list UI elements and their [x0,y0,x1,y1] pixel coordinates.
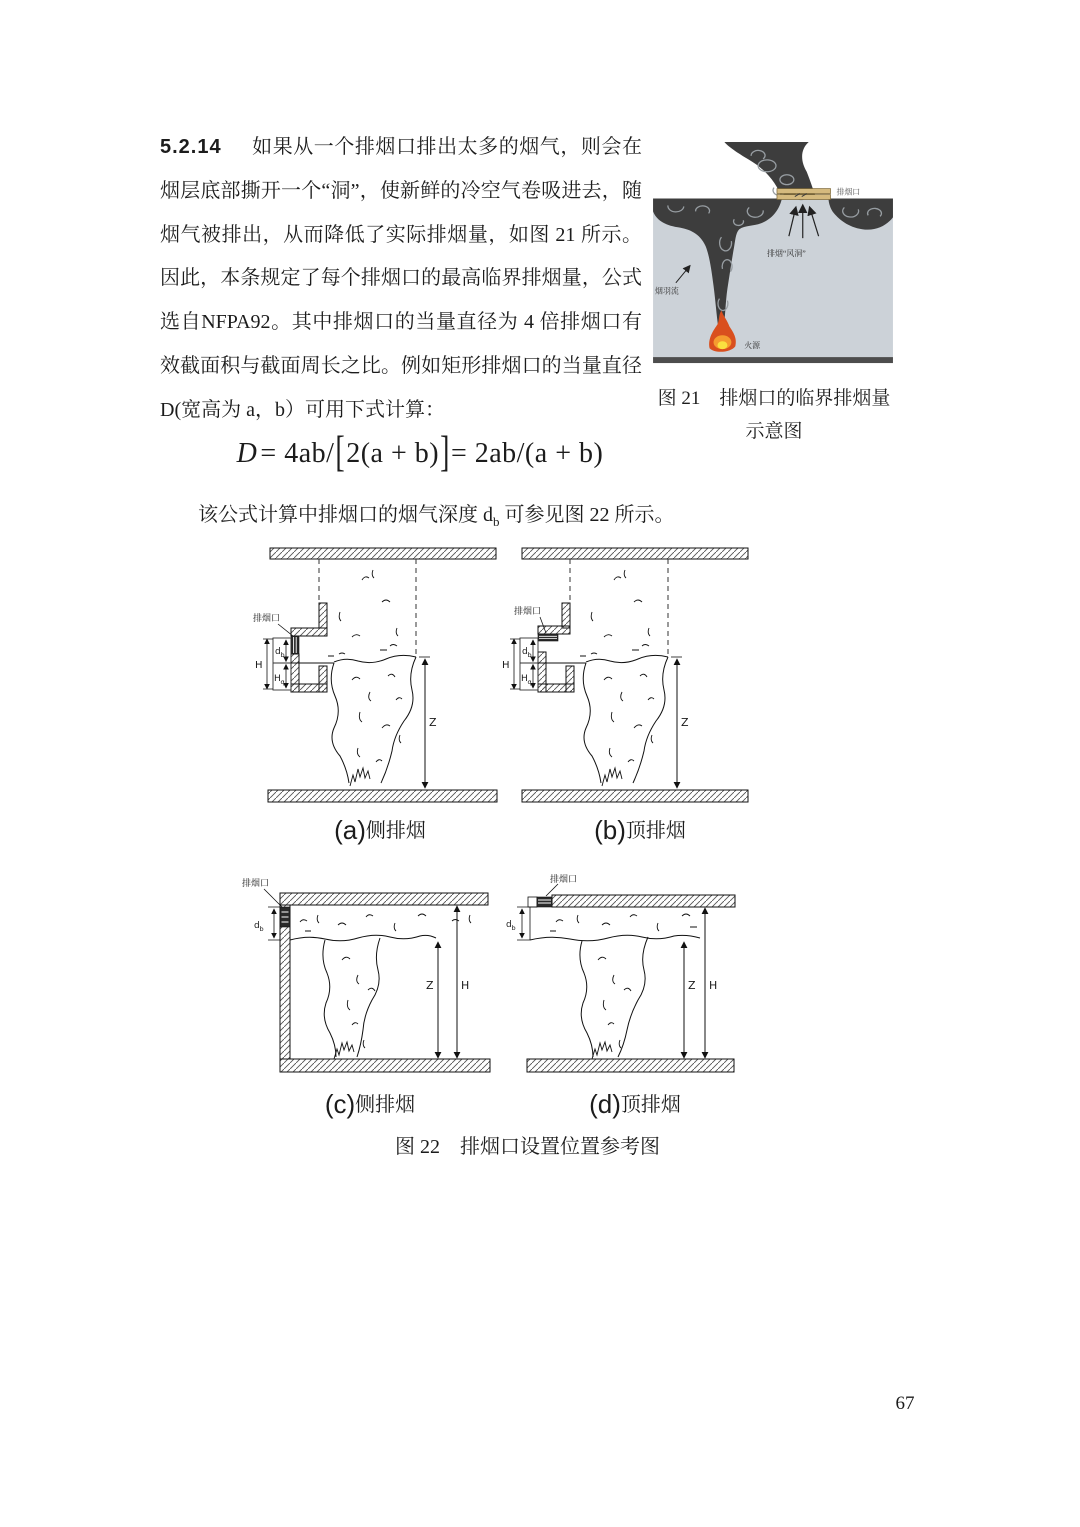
fire-label: 火源 [744,341,761,351]
ceiling-slab [552,895,735,907]
vent-frame [528,897,537,907]
duct-right-stub [566,666,574,692]
paragraph2-suffix: 可参见图 22 所示。 [499,504,675,526]
smoke-interface-wavy [290,935,436,941]
figure-22a-side-exhaust-diagram [240,540,520,810]
smoke-plume [580,570,668,786]
db-label: d [522,647,528,657]
z-label: Z [681,716,689,729]
h-label: H [709,979,718,992]
duct-right-stub [319,666,327,692]
formula-eq2: = 2ab/(a + b) [450,438,604,469]
caption-text: 顶排烟 [620,1094,681,1116]
caption-text: 侧排烟 [365,820,426,842]
formula-inner: 2(a + b) [346,438,440,469]
h-label: H [255,660,263,671]
figure-22d-top-exhaust-diagram [490,865,780,1080]
hq-label-sub: q [280,678,285,686]
figure-22c-caption [230,1088,510,1120]
figure-21-image [650,142,898,370]
figure-22b-caption [500,814,780,846]
fire-source [334,1042,354,1059]
figure-21-caption-line2: 示意图 [745,421,803,442]
vent-label: 排烟口 [242,879,270,889]
ceiling-projection-lines [319,559,416,655]
smoke-interface-wavy [530,935,700,941]
formula-open-bracket: [ [335,428,346,477]
figure-22c-side-exhaust-diagram [230,865,510,1080]
h-dimension-ticks [263,639,273,689]
equivalent-diameter-formula [170,428,670,477]
caption-text: 侧排烟 [355,1094,416,1116]
formula-lhs: D [236,438,258,469]
vent-label: 排烟口 [253,614,281,624]
caption-text: 顶排烟 [625,820,686,842]
db-label-sub: b [280,651,285,659]
ceiling-slab [522,548,748,559]
h-label: H [461,979,470,992]
db-label-sub: b [511,924,516,932]
hq-label-sub: q [527,678,532,686]
floor-slab [527,1059,734,1072]
page-number: 67 [895,1393,915,1414]
floor-slab [268,790,497,802]
smoke-interface-wavy [334,655,416,662]
top-vent-slats [537,897,552,907]
h-dimension-ticks [510,639,520,689]
figure-22b-top-exhaust-diagram [500,540,780,810]
db-label-sub: b [527,651,532,659]
db-label-sub: b [259,925,264,933]
duct-upper-arm [291,628,327,636]
floor-slab [522,790,748,802]
floor-slab [280,1059,490,1072]
hq-label: H [274,674,281,684]
smoke-interface-wavy [586,655,668,662]
left-wall [280,905,290,1059]
db-label: d [275,647,281,657]
db-ticks [517,907,537,940]
paragraph-5-2-14 [160,126,642,433]
caption-key: (d) [589,1089,621,1119]
formula-close-bracket: ] [440,428,450,477]
duct-upper-vertical [319,603,327,628]
plume-label: 烟羽流 [655,286,679,296]
duct-upper-arm [538,626,570,634]
paragraph-formula-note [198,498,798,530]
caption-key: (c) [324,1089,356,1119]
caption-key: (a) [334,815,366,845]
duct-upper-vertical [562,603,570,628]
figure-22-caption: 图 22 排烟口设置位置参考图 [395,1136,660,1158]
paragraph2-prefix: 该公式计算中排烟口的烟气深度 d [198,504,493,526]
side-vent-slats [291,636,299,654]
section-number: 5.2.14 [160,136,222,158]
formula-eq1: = 4ab/ [260,438,335,469]
figure-21-caption [644,382,904,448]
fire-source [592,1042,612,1059]
ceiling-projection-lines [570,559,668,655]
h-label: H [502,660,510,671]
paragraph-text: 如果从一个排烟口排出太多的烟气，则会在烟层底部撕开一个“洞”，使新鲜的冷空气卷吸进去，随烟气被排出，从而降低了实际排烟量，如图 21 所示。因此，本条规定了每个排烟口的最高临界排烟量，公式选自NFPA92。其中排烟口的当量直径为 4 倍排烟口有效截面积与截面周长之比。例如矩形排烟口的当量直径 D(宽高为 a，b）可用下式计算： [160,136,642,421]
ceiling-slab [270,548,496,559]
hq-label: H [521,674,528,684]
z-label: Z [426,979,434,992]
ceiling-slab [280,893,488,905]
figure-22d-caption [490,1088,780,1120]
fire-source [350,768,370,786]
smoke-plume [328,570,416,786]
paragraph2-subscript: b [493,514,500,529]
figure-22a-caption [240,814,520,846]
figure-21-caption-line1: 图 21 排烟口的临界排烟量 [657,388,891,409]
wind-hole-label: 排烟“风洞” [767,249,806,258]
vent-label: 排烟口 [514,607,542,617]
floor-strip [653,357,893,363]
fire-source [602,768,622,786]
flame-core [717,341,727,349]
z-label: Z [429,716,437,729]
vent-leader-line [264,889,282,907]
vent-leader-line [546,884,558,896]
db-label: d [506,920,512,930]
z-label: Z [688,979,696,992]
caption-key: (b) [594,815,626,845]
vent-label: 排烟口 [836,187,861,197]
top-vent-slats [538,634,558,641]
vent-label: 排烟口 [550,875,578,885]
db-label: d [254,921,260,931]
